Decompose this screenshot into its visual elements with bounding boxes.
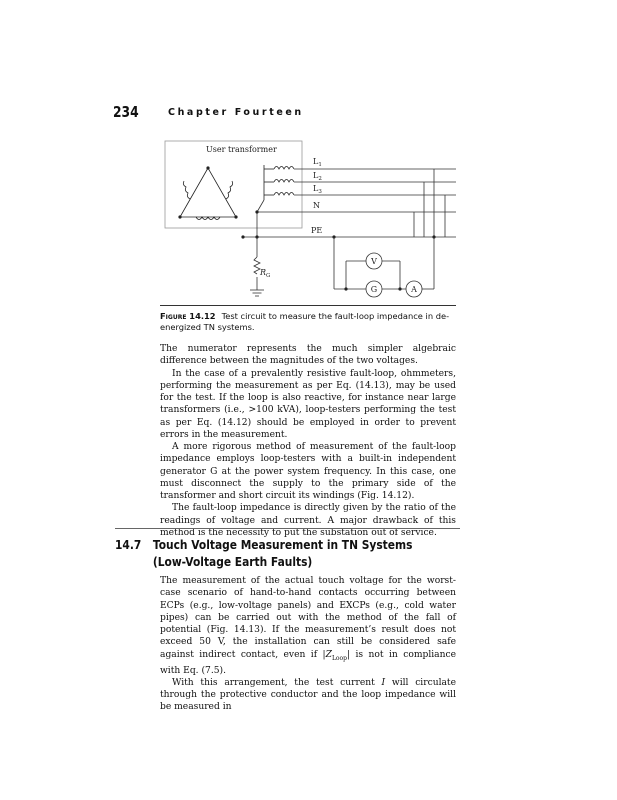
paragraph: In the case of a prevalently resistive fault-loop, ohmmeters, performing the measurement as per Eq. (14.13), may be used for the test. If the loop is also reactive, for instance near large transformers (i.e., >100 kVA), loop-testers performing the test as per Eq. (14.12) should be employed in order to prevent errors in the measurement. [160, 368, 456, 440]
svg-text:L3: $L_3$ [313, 184, 322, 195]
transformer-box [165, 141, 302, 228]
section-title-line2: (Low-Voltage Earth Faults) [152, 553, 313, 569]
paragraph: A more rigorous method of measurement of the fault-loop impedance employs loop-testers with a built-in independent generator G at the power system frequency. In this case, one must disconnect the supply to the primary side of the transformer and short circuit its windings (Fig. 14.12). [160, 442, 456, 501]
ammeter-icon [406, 281, 422, 297]
transformer-label: User transformer [206, 145, 277, 154]
section-rule [115, 528, 460, 529]
figure-caption [160, 311, 456, 332]
page-number: 234 [113, 103, 139, 121]
chapter-title: Chapter Fourteen [168, 107, 304, 118]
pe-label: PE [311, 226, 323, 235]
section-number: 14.7 [115, 537, 142, 552]
caption-text: Test circuit to measure the fault-loop impedance in de-energized TN systems. [160, 311, 450, 332]
svg-text:L2: $L_2$ [313, 171, 322, 182]
neutral-label: N [313, 201, 320, 210]
section-title-line1: Touch Voltage Measurement in TN Systems [152, 537, 413, 552]
voltmeter-icon [366, 253, 382, 269]
measurement-circuit [334, 237, 434, 289]
svg-text:L1: $L_1$ [313, 157, 322, 168]
paragraph: The fault-loop impedance is directly given by the ratio of the readings of voltage and current. A major drawback of this method is the necessity to put the substation out of service. [160, 503, 456, 538]
caption-label: Figure 14.12 [160, 311, 216, 321]
svg-text:RG: $R_G$ [260, 268, 271, 279]
circuit-figure [160, 135, 460, 307]
ground-icon [250, 290, 264, 296]
body-text-top [160, 343, 456, 539]
section-heading [115, 537, 459, 570]
caption-rule [160, 305, 456, 306]
paragraph: With this arrangement, the test current I will circulate through the protective conductor and the loop impedance will be measured in [160, 677, 456, 713]
star-winding [264, 165, 294, 200]
generator-icon [366, 281, 382, 297]
svg-text:G: G [370, 285, 378, 294]
svg-text:A: A [411, 285, 417, 294]
body-text-section [160, 575, 456, 714]
delta-winding [180, 168, 236, 220]
paragraph: The measurement of the actual touch voltage for the worst-case scenario of hand-to-hand contacts occurring between ECPs (e.g., low-voltage panels) and EXCPs (e.g., cold water pipes) can be carried out with the method of the fall of potential (Fig. 14.13). If the measurement’s result does not exceed 50 V, the installation can still be considered safe against indirect contact, even if $|Z_{Loop}|$ is not in compliance with Eq. (7.5). [160, 576, 456, 676]
paragraph: The numerator represents the much simpler algebraic difference between the magnitudes of the two voltages. [160, 344, 456, 367]
svg-text:V: V [371, 257, 377, 266]
